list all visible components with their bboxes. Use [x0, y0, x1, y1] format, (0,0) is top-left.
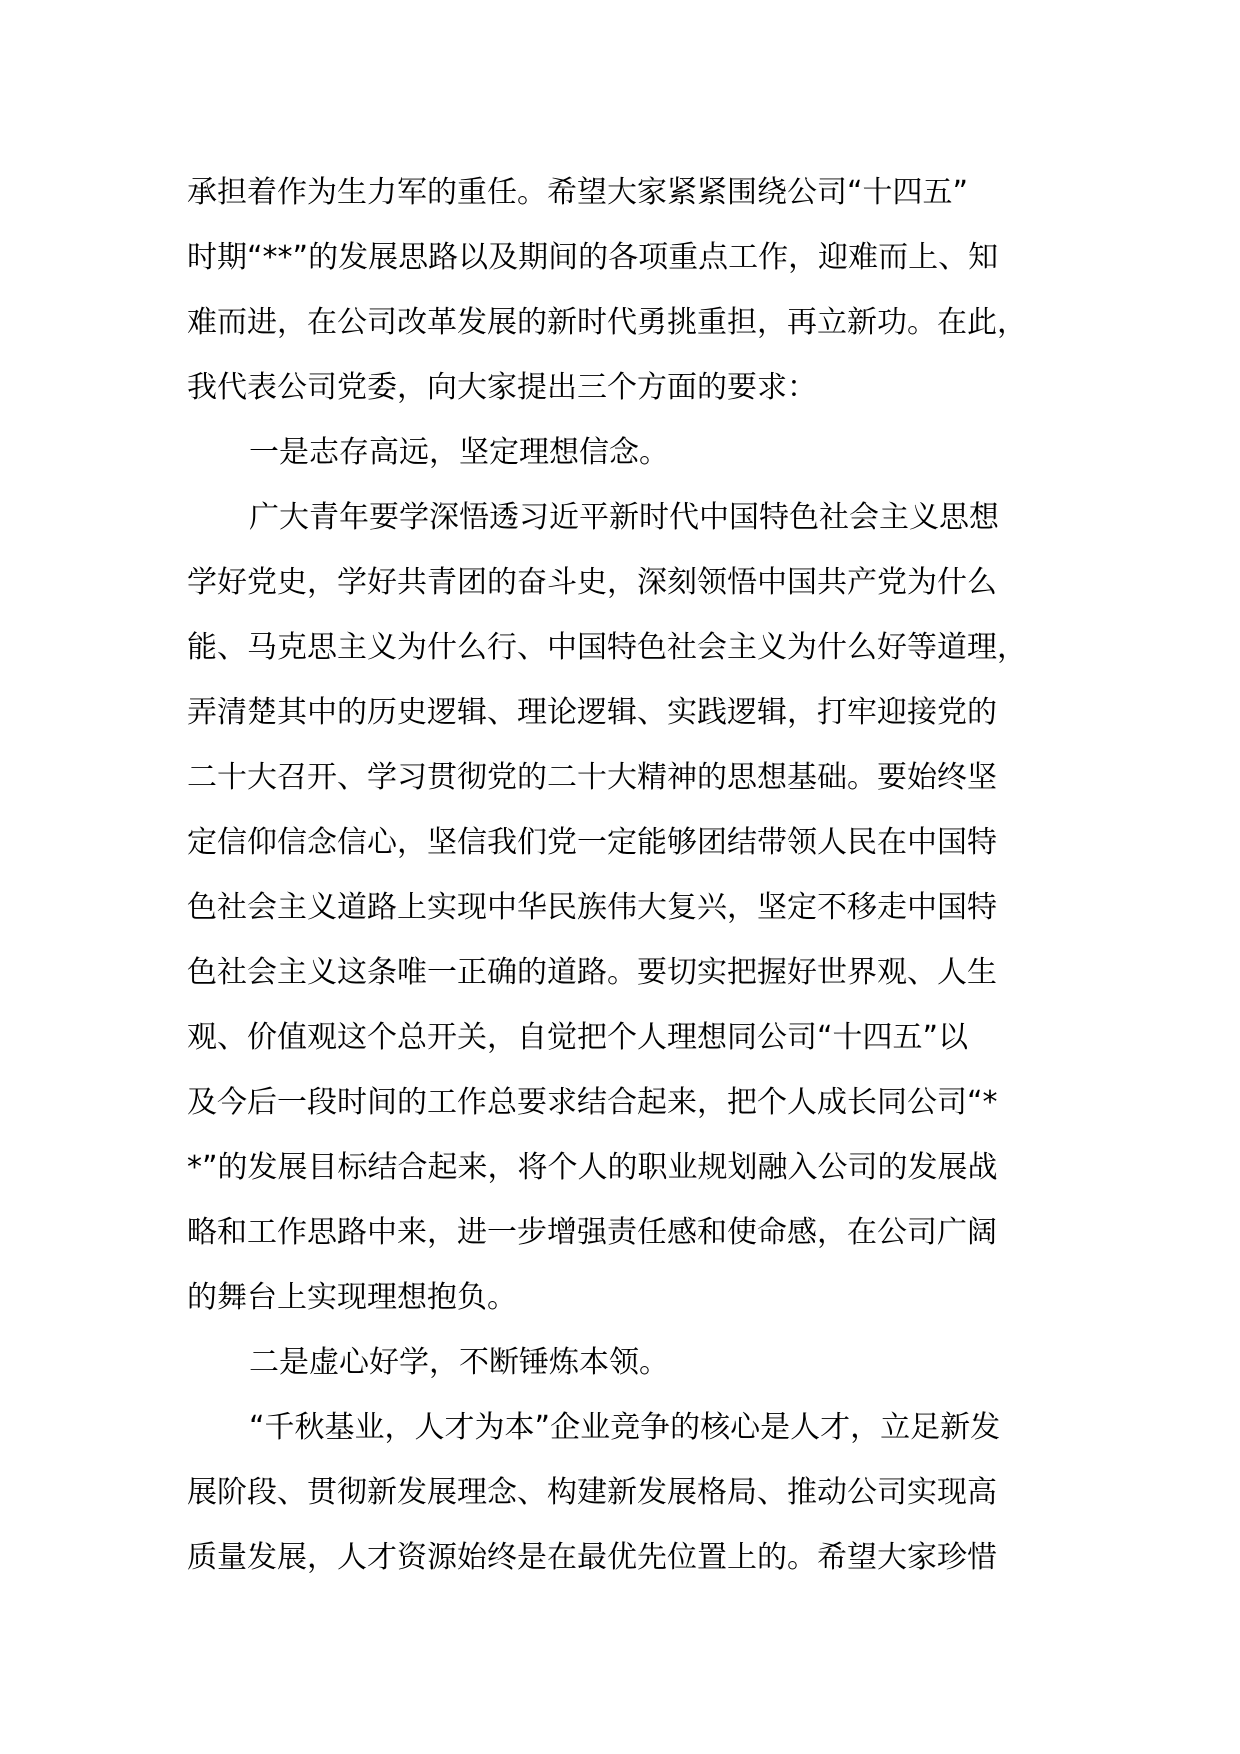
text-line-9: 弄清楚其中的历史逻辑、理论逻辑、实践逻辑，打牢迎接党的 [187, 695, 997, 730]
text-line-7: 学好党史，学好共青团的奋斗史，深刻领悟中国共产党为什么 [187, 565, 997, 600]
text-line-11: 定信仰信念信心，坚信我们党一定能够团结带领人民在中国特 [187, 825, 997, 860]
section-heading-2: 二是虚心好学，不断锤炼本领。 [249, 1345, 669, 1380]
text-line-17: 略和工作思路中来，进一步增强责任感和使命感，在公司广阔 [187, 1215, 997, 1250]
text-line-13: 色社会主义这条唯一正确的道路。要切实把握好世界观、人生 [187, 955, 997, 990]
text-line-6: 广大青年要学深悟透习近平新时代中国特色社会主义思想 [249, 500, 999, 535]
text-line-20: “千秋基业，人才为本”企业竞争的核心是人才，立足新发 [249, 1410, 1001, 1445]
text-line-21: 展阶段、贯彻新发展理念、构建新发展格局、推动公司实现高 [187, 1475, 997, 1510]
text-line-2: 时期“**”的发展思路以及期间的各项重点工作，迎难而上、知 [187, 240, 999, 275]
text-line-18: 的舞台上实现理想抱负。 [187, 1280, 517, 1315]
text-line-4: 我代表公司党委，向大家提出三个方面的要求： [187, 370, 817, 405]
text-line-1: 承担着作为生力军的重任。希望大家紧紧围绕公司“十四五” [187, 175, 969, 210]
text-line-15: 及今后一段时间的工作总要求结合起来，把个人成长同公司“* [187, 1085, 998, 1120]
text-line-16: *”的发展目标结合起来，将个人的职业规划融入公司的发展战 [187, 1150, 998, 1185]
text-line-8: 能、马克思主义为什么行、中国特色社会主义为什么好等道理， [187, 630, 1027, 665]
text-line-22: 质量发展，人才资源始终是在最优先位置上的。希望大家珍惜 [187, 1540, 997, 1575]
text-line-14: 观、价值观这个总开关，自觉把个人理想同公司“十四五”以 [187, 1020, 969, 1055]
text-line-3: 难而进，在公司改革发展的新时代勇挑重担，再立新功。在此， [187, 305, 1027, 340]
text-line-10: 二十大召开、学习贯彻党的二十大精神的思想基础。要始终坚 [187, 760, 997, 795]
text-line-12: 色社会主义道路上实现中华民族伟大复兴，坚定不移走中国特 [187, 890, 997, 925]
section-heading-1: 一是志存高远，坚定理想信念。 [249, 435, 669, 470]
body-text [187, 160, 1087, 1590]
